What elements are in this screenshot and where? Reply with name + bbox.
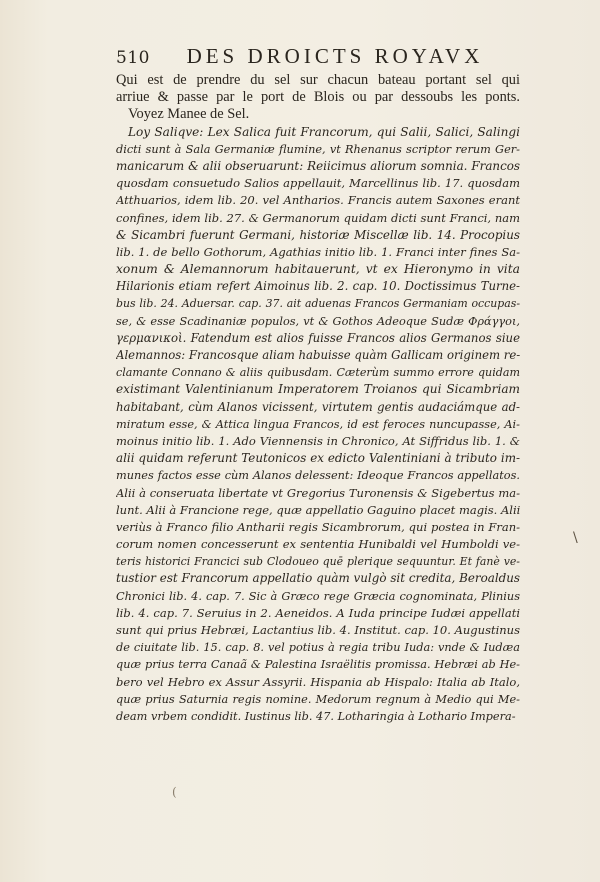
text-line: corum nomen concesserunt ex sententia Hunibaldi vel Humboldi ve- bbox=[116, 537, 520, 552]
text-line: Hilarionis etiam refert Aimoinus lib. 2. cap. 10. Doctissimus Turne- bbox=[116, 279, 520, 294]
text-line: quæ prius terra Canaã & Palestina Israëlitis promissa. Hebræi ab He- bbox=[116, 658, 520, 672]
text-line: moinus initio lib. 1. Ado Viennensis in Chronico, At Siffridus lib. 1. & bbox=[116, 433, 520, 448]
text-line: arriue & passe par le port de Blois ou par dessoubs les ponts. bbox=[116, 89, 520, 106]
text-line: xonum & Alemannorum habitauerunt, vt ex Hieronymo in vita bbox=[116, 262, 520, 277]
text-line: alii quidam referunt Teutonicos ex edicto Valentiniani à tributo im- bbox=[116, 451, 520, 466]
text-line: manicarum & alii obseruarunt: Reiicimus aliorum somnia. Francos bbox=[116, 158, 520, 173]
text-line: γερμανικοὶ. Fatendum est alios fuisse Francos alios Germanos siue bbox=[116, 330, 520, 345]
text-line: & Sicambri fuerunt Germani, historiæ Miscellæ lib. 14. Procopius bbox=[116, 227, 520, 242]
text-line: de ciuitate lib. 15. cap. 8. vel potius à regia tribu Iuda: vnde & Iudæa bbox=[116, 641, 520, 655]
running-head: DES DROICTS ROYAVX bbox=[186, 44, 484, 68]
text-line: Voyez Manee de Sel. bbox=[128, 106, 250, 123]
text-line: bero vel Hebro ex Assur Assyrii. Hispania ab Hispalo: Italia ab Italo, bbox=[116, 674, 520, 689]
text-line: clamante Connano & aliis quibusdam. Cæterùm summo errore quidam bbox=[116, 366, 520, 380]
text-line: Loy Saliqve: Lex Salica fuit Francorum, qui Salii, Salici, Salingi bbox=[128, 124, 520, 139]
text-line: teris historici Francici sub Clodoueo quē plerique sequuntur. Et fanè ve- bbox=[116, 555, 520, 569]
text-line: habitabant, cùm Alanos vicissent, virtutem gentis audaciámque ad- bbox=[116, 399, 520, 414]
text-line: lib. 1. de bello Gothorum, Agathias initio lib. 1. Franci inter fines Sa- bbox=[116, 244, 520, 259]
text-line: bus lib. 24. Aduersar. cap. 37. ait aduenas Francos Germaniam occupas- bbox=[116, 297, 520, 311]
text-line: quæ prius Saturnia regis nomine. Medorum regnum à Medio qui Me- bbox=[116, 692, 520, 706]
text-line: deam vrbem condidit. Iustinus lib. 47. Lotharingia à Lothario Impera- bbox=[116, 709, 516, 723]
text-line: lib. 4. cap. 7. Seruius in 2. Aeneidos. A Iuda principe Iudæi appellati bbox=[116, 605, 520, 620]
text-line: dicti sunt à Sala Germaniæ flumine, vt Rhenanus scriptor rerum Ger- bbox=[116, 142, 520, 156]
text-line: existimant Valentinianum Imperatorem Troianos qui Sicambriam bbox=[116, 382, 520, 397]
text-line: confines, idem lib. 27. & Germanorum quidam dicti sunt Franci, nam bbox=[116, 210, 520, 225]
text-line: lunt. Alii à Francione rege, quæ appellatio Gaguino placet magis. Alii bbox=[116, 502, 520, 517]
text-line: se, & esse Scadinaniæ populos, vt & Gothos Adeoque Sudæ Φράγγοι, bbox=[116, 314, 520, 328]
text-line: munes factos esse cùm Alanos delessent: Ideoque Francos appellatos. bbox=[116, 469, 520, 483]
text-line: Chronici lib. 4. cap. 7. Sic à Græco rege Græcia cognominata, Plinius bbox=[116, 589, 520, 603]
text-line: quosdam consuetudo Salios appellauit, Marcellinus lib. 17. quosdam bbox=[116, 176, 520, 191]
margin-mark: \ bbox=[573, 530, 578, 546]
text-line: Qui est de prendre du sel sur chacun bateau portant sel qui bbox=[116, 72, 520, 88]
text-line: Alii à conseruata libertate vt Gregorius Turonensis & Sigebertus ma- bbox=[116, 485, 520, 500]
text-line: tustior est Francorum appellatio quàm vulgò sit credita, Beroaldus bbox=[116, 571, 520, 586]
page-header bbox=[116, 44, 520, 69]
footer-mark: ( bbox=[172, 785, 177, 799]
text-line: miratum esse, & Attica lingua Francos, id est feroces nuncupasse, Ai- bbox=[116, 417, 520, 431]
text-line: sunt qui prius Hebræi, Lactantius lib. 4. Institut. cap. 10. Augustinus bbox=[116, 623, 520, 637]
page-number: 510 bbox=[116, 48, 150, 68]
text-line: Atthuarios, idem lib. 20. vel Antharios. Francis autem Saxones erant bbox=[116, 193, 520, 208]
text-line: Alemannos: Francosque aliam habuisse quàm Gallicam originem re- bbox=[116, 348, 520, 362]
text-body bbox=[116, 72, 520, 725]
text-line: veriùs à Franco filio Antharii regis Sicambrorum, qui postea in Fran- bbox=[116, 519, 520, 534]
